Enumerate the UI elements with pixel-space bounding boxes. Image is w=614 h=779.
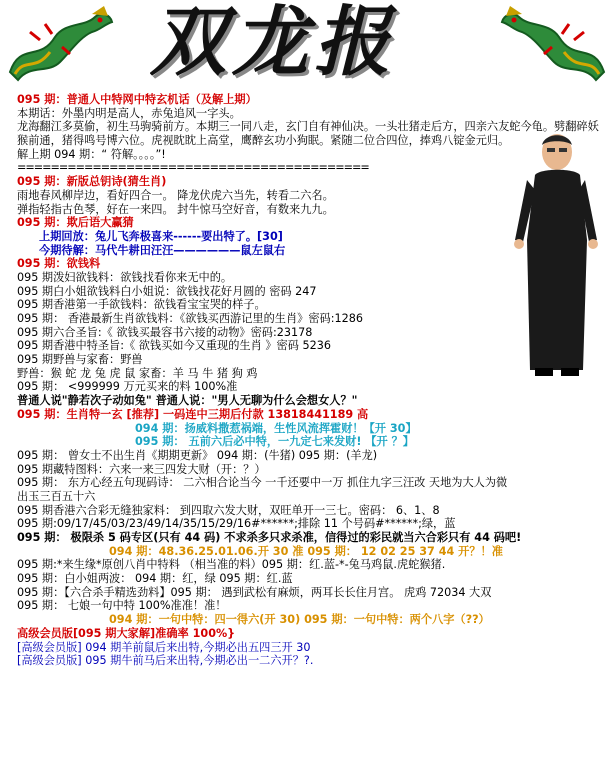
text-line: [高级会员版] 094 期羊前鼠后来出特,今期必出五四三开 30 — [17, 640, 311, 654]
text-line: 野兽：猴 蛇 龙 兔 虎 鼠 家畜：羊 马 牛 猪 狗 鸡 — [17, 366, 258, 380]
text-line: 雨地春风柳岸边，看好四合一。 降龙伏虎六当先，转看二六名。 — [17, 188, 334, 202]
text-line: 095 期：新版总钥诗(猜生肖) — [17, 175, 167, 189]
text-line: 高级会员版[095 期大家解]准确率 100%} — [17, 626, 236, 640]
text-line: 095 期野兽与家畜：野兽 — [17, 353, 143, 367]
text-line: 095 期香港六合彩无缝独家料： 到四取六发大财，双旺单开一三七。密码： 6、1、8 — [17, 503, 440, 517]
text-line: 095 期：欺后语大赢猜 — [17, 216, 134, 230]
text-line: 今期待解：马代牛耕田汪汪——————鼠左鼠右 — [39, 243, 286, 257]
text-line: 095 期香港中特圣旨:《 欲钱买如今又重现的生肖 》密码 5236 — [17, 339, 331, 353]
text-line: [高级会员版] 095 期牛前马后来出特,今期必出一二六开？?. — [17, 654, 314, 668]
dragon-icon-right — [494, 2, 614, 88]
header — [0, 0, 614, 92]
text-line: 095 期： 香港最新生肖欲钱料：《欲钱买西游记里的生肖》密码:1286 — [17, 312, 363, 326]
text-line: 094 期：一句中特：四一得六(开 30) 095 期：一句中特：两个八字（??） — [109, 613, 490, 627]
text-line: 普通人说"静若次子动如兔" 普通人说："男人无聊为什么会想女人？" — [17, 394, 358, 408]
text-line: 095 期白小姐欲钱料白小姐说：欲钱找花好月圆的 密码 247 — [17, 284, 317, 298]
text-line: 解上期 094 期：“ 符解。。。。”! — [17, 147, 166, 161]
forecast-content — [17, 93, 607, 668]
text-line: 095 期:09/17/45/03/23/49/14/35/15/29/16#******;排除 11 个号码#******;绿，蓝 — [17, 517, 456, 531]
text-line: 龙海翻江多莫偷，初生马驹骑前方。本期三一同八走，玄门自有神仙决。一头壮猪走后方，四亲六友蛇今龟。劈翻碎妖猴前通，猪得鸣号博六位。虎视眈眈上高堂，鹰醉玄功小狗眠。紧随二位合四位，捧鸡八锭金元归。 — [17, 120, 599, 148]
text-line: 095 期香港第一手欲钱料：欲钱看宝宝哭的样子。 — [17, 298, 266, 312]
text-line: 095 期六合圣旨:《 欲钱买最容书六接的动物》密码:23178 — [17, 325, 313, 339]
text-line: 095 期：【六合杀手精选劲料】095 期： 遇到武松有麻烦，两耳长长住月宫。 虎鸡 72034 大双 — [17, 585, 492, 599]
text-line: 094 期：扬威料撒惹祸端，生性风流挥霍财！【开 30】 — [135, 421, 417, 435]
text-line: 095 期：白小姐两波： 094 期：红，绿 095 期：红.蓝 — [17, 572, 293, 586]
text-line: 095 期： <999999 万元买来的料 100%准 — [17, 380, 238, 394]
text-line: 095 期： 五前六后必中特，一九定七来发财! 【开 ？】 — [135, 435, 414, 449]
dragon-icon-left — [0, 2, 120, 88]
text-line: 095 期泼妇欲钱料：欲钱找看你来无中的。 — [17, 270, 233, 284]
text-line: 094 期：48.36.25.01.06.开 30 准 095 期： 12 02 25 37 44 开？！准 — [109, 544, 503, 558]
text-line: 上期回放：兔儿飞奔极喜来------要出特了。[30] — [39, 229, 283, 243]
text-line: 095 期：欲钱料 — [17, 257, 101, 271]
text-line: ========================================== — [17, 161, 369, 175]
text-line: 095 期：生肖特一玄 [推荐] 一码连中三期后付款 13818441189 高 — [17, 407, 369, 421]
text-line: 本期话：外墨内明是高人，赤兔追风一字头。 — [17, 106, 241, 120]
text-line: 095 期： 七娘一句中特 100%准准！准！ — [17, 599, 227, 613]
text-line: 弹指轻指古色琴，好在一来四。 封牛惊马空好音，有数来九九。 — [17, 202, 334, 216]
text-line: 095 期：普通人中特网中特玄机话（及解上期） — [17, 93, 257, 106]
text-line: 095 期： 曾女士不出生肖《期期更新》 094 期：(牛猪) 095 期：(羊龙) — [17, 448, 378, 462]
text-line: 095 期藏特图料：六来一来三四发大财（开：？） — [17, 462, 266, 476]
page-title: 双龙报 — [150, 2, 396, 82]
text-line: 出玉三百五十六 — [17, 489, 96, 503]
text-line: 095 期： 极限杀 5 码专区(只有 44 码) 不求杀多只求杀准，信得过的彩民就当六合彩只有 44 码吧! — [17, 531, 522, 545]
text-line: 095 期:*来生缘*原创八肖中特料 （相当准的料）095 期：红.蓝-*-兔马鸡鼠.虎蛇猴猪. — [17, 558, 446, 572]
text-line: 095 期： 东方心经五句现码诗： 二六相合论当今 一千还要中一万 抓住九字三汪改 天地为大人为微 — [17, 476, 508, 490]
